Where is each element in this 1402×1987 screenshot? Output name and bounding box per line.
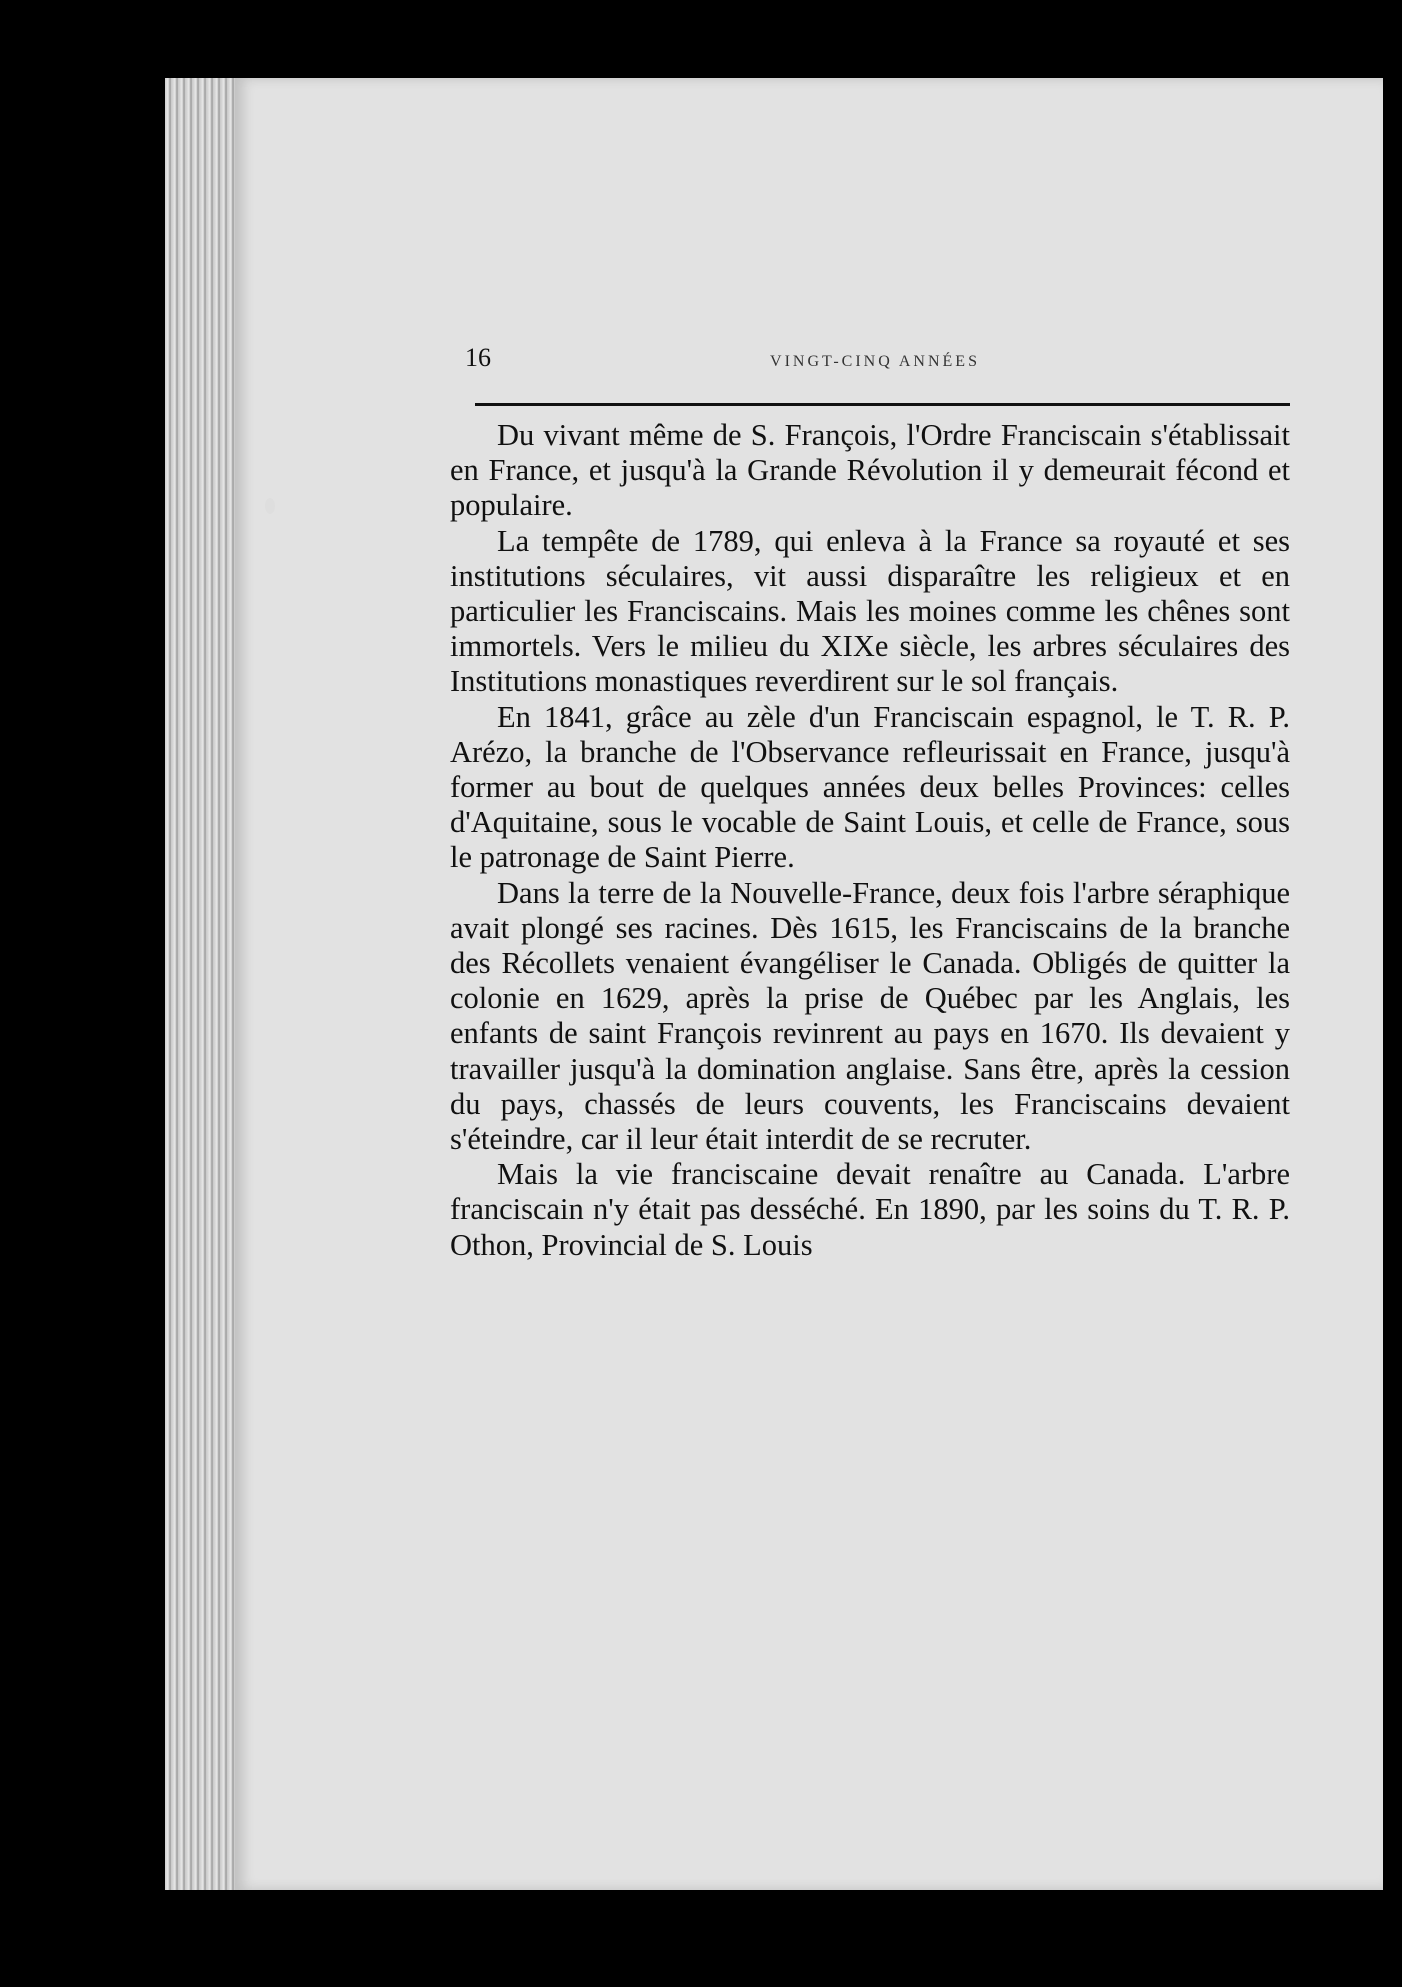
paragraph: Du vivant même de S. François, l'Ordre Franciscain s'établissait en France, et jusqu'à la Grande Révolution il y demeurait fécond et populaire. bbox=[450, 418, 1290, 523]
body-text bbox=[450, 418, 1290, 1263]
header-rule bbox=[475, 403, 1290, 406]
page-stack-edges bbox=[165, 78, 245, 1890]
paragraph: Dans la terre de la Nouvelle-France, deux fois l'arbre séraphique avait plongé ses racines. Dès 1615, les Franciscains de la branche des Récollets venaient évangéliser le Canada. Obligés de quitter la colonie en 1629, après la prise de Québec par les Anglais, les enfants de saint François revinrent au pays en 1670. Ils devaient y travailler jusqu'à la domination anglaise. Sans être, après la cession du pays, chassés de leurs couvents, les Franciscains devaient s'éteindre, car il leur était interdit de se recruter. bbox=[450, 875, 1290, 1157]
paragraph: En 1841, grâce au zèle d'un Franciscain espagnol, le T. R. P. Arézo, la branche de l'Observance refleurissait en France, jusqu'à former au bout de quelques années deux belles Provinces: celles d'Aquitaine, sous le vocable de Saint Louis, et celle de France, sous le patronage de Saint Pierre. bbox=[450, 699, 1290, 875]
paragraph: La tempête de 1789, qui enleva à la France sa royauté et ses institutions séculaires, vit aussi disparaître les religieux et en particulier les Franciscains. Mais les moines comme les chênes sont immortels. Vers le milieu du XIXe siècle, les arbres séculaires des Institutions monastiques reverdirent sur le sol français. bbox=[450, 523, 1290, 699]
running-head: VINGT-CINQ ANNÉES bbox=[770, 353, 980, 370]
page-number: 16 bbox=[465, 343, 491, 372]
paper-stain bbox=[265, 498, 275, 514]
paragraph: Mais la vie franciscaine devait renaître au Canada. L'arbre franciscain n'y était pas desséché. En 1890, par les soins du T. R. P. Othon, Provincial de S. Louis bbox=[450, 1157, 1290, 1262]
book-page bbox=[235, 78, 1383, 1890]
page-header bbox=[465, 343, 1285, 393]
